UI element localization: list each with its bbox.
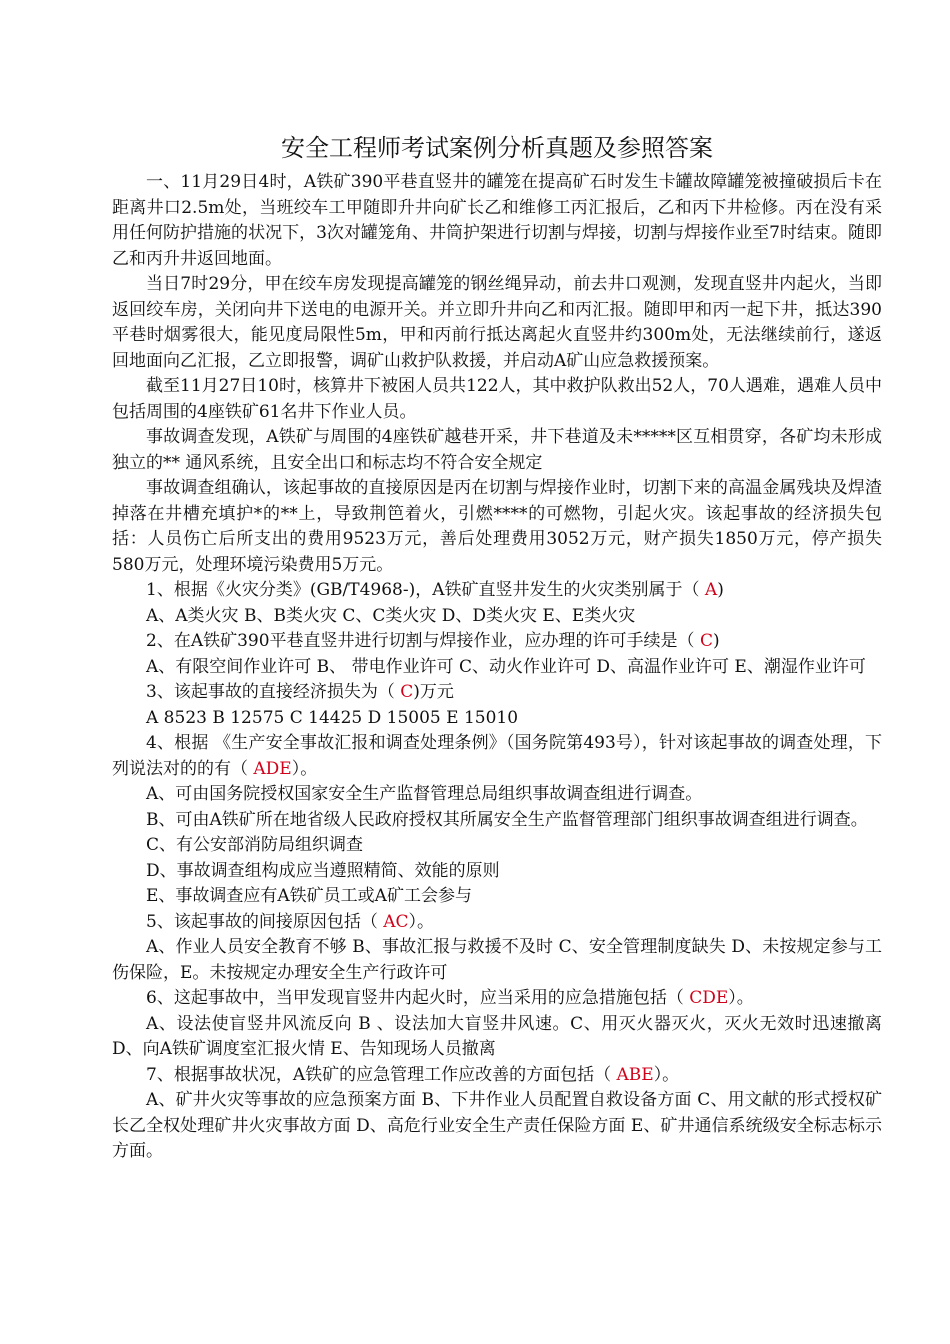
case-paragraph: 一、11月29日4时，A铁矿390平巷直竖井的罐笼在提高矿石时发生卡罐故障罐笼被撞破损后卡在距离井口2.5m处，当班绞车工甲随即升井向矿长乙和维修工丙汇报后，乙和丙下井检修。丙在没有采用任何防护措施的状况下，3次对罐笼角、井筒护架进行切割与焊接，切割与焊接作业至7时结束。随即乙和丙升井返回地面。 xyxy=(112,172,882,269)
question-text-end: ）。 xyxy=(653,1064,680,1085)
question-item xyxy=(112,578,882,629)
document-title: 安全工程师考试案例分析真题及参照答案 xyxy=(281,134,713,162)
document-page xyxy=(112,128,882,1165)
question-stem xyxy=(112,629,882,655)
answer-key: C xyxy=(394,682,414,702)
question-option: B、可由A铁矿所在地省级人民政府授权其所属安全生产监督管理部门组织事故调查组进行调查。 xyxy=(146,809,868,830)
answer-key: A xyxy=(699,580,718,600)
case-paragraph: 事故调查组确认，该起事故的直接原因是丙在切割与焊接作业时，切割下来的高温金属残块及焊渣掉落在井槽充填护*的**上，导致荆笆着火，引燃****的可燃物，引起火灾。该起事故的经济损失包括：人员伤亡后所支出的费用9523万元，善后处理费用3052万元，财产损失1850万元，停产损失580万元，处理环境污染费用5万元。 xyxy=(112,478,882,575)
question-text-end: ) xyxy=(717,580,724,600)
question-stem xyxy=(112,680,882,706)
question-text: 3、该起事故的直接经济损失为（ xyxy=(146,682,395,702)
question-item xyxy=(112,680,882,731)
question-options: A、A类火灾 B、B类火灾 C、C类火灾 D、D类火灾 E、E类火灾 xyxy=(146,605,636,626)
answer-key: CDE xyxy=(683,988,729,1008)
case-description xyxy=(112,170,882,578)
question-item xyxy=(112,629,882,680)
question-option: C、有公安部消防局组织调查 xyxy=(146,835,364,855)
question-text: 2、在A铁矿390平巷直竖井进行切割与焊接作业，应办理的许可手续是（ xyxy=(146,631,695,651)
question-text: 4、根据 《生产安全事故汇报和调查处理条例》（国务院第493号），针对该起事故的调查处理，下列说法对的的有（ xyxy=(112,733,882,779)
answer-key: C xyxy=(694,631,713,651)
question-options: A、设法使盲竖井风流反向 B 、设法加大盲竖井风速。C、用灭火器灭火，灭火无效时迅速撤离 D、向A铁矿调度室汇报火情 E、告知现场人员撤离 xyxy=(112,1013,882,1059)
question-item xyxy=(112,986,882,1063)
question-stem xyxy=(112,986,882,1012)
question-stem xyxy=(112,731,882,782)
question-options: A、有限空间作业许可 B、 带电作业许可 C、动火作业许可 D、高温作业许可 E、潮湿作业许可 xyxy=(146,656,866,677)
question-stem xyxy=(112,578,882,604)
question-list xyxy=(112,578,882,1165)
case-paragraph: 当日7时29分，甲在绞车房发现提高罐笼的钢丝绳异动，前去井口观测，发现直竖井内起火，当即返回绞车房，关闭向井下送电的电源开关。并立即升井向乙和丙汇报。随即甲和丙一起下井，抵达390平巷时烟雾很大，能见度局限性5m，甲和丙前行抵达离起火直竖井约300m处，无法继续前行，遂返回地面向乙汇报，乙立即报警，调矿山救护队救援，并启动A矿山应急救援预案。 xyxy=(112,274,882,371)
question-options: A、作业人员安全教育不够 B、事故汇报与救援不及时 C、安全管理制度缺失 D、未按规定参与工伤保险，E。未按规定办理安全生产行政许可 xyxy=(112,937,882,983)
question-options: A、矿井火灾等事故的应急预案方面 B、下井作业人员配置自救设备方面 C、用文献的形式授权矿长乙全权处理矿井火灾事故方面 D、高危行业安全生产责任保险方面 E、矿井通信系统级安全标志标示方面。 xyxy=(112,1090,882,1161)
question-options: A 8523 B 12575 C 14425 D 15005 E 15010 xyxy=(146,707,519,728)
answer-key: ABE xyxy=(611,1064,654,1085)
question-text-end: ）。 xyxy=(291,758,318,779)
question-text-end: ）。 xyxy=(728,988,754,1008)
question-option: D、事故调查组构成应当遵照精简、效能的原则 xyxy=(146,860,500,881)
question-text: 7、根据事故状况，A铁矿的应急管理工作应改善的方面包括（ xyxy=(146,1064,612,1085)
answer-key: AC xyxy=(377,911,409,932)
question-text: 5、该起事故的间接原因包括（ xyxy=(146,911,378,932)
question-item xyxy=(112,731,882,910)
question-stem xyxy=(112,910,882,936)
question-text-end: ）。 xyxy=(408,911,435,932)
question-text: 6、这起事故中，当甲发现盲竖井内起火时，应当采用的应急措施包括（ xyxy=(146,988,684,1008)
question-item xyxy=(112,1063,882,1165)
question-text-end: )万元 xyxy=(413,682,454,702)
case-paragraph: 截至11月27日10时，核算井下被困人员共122人，其中救护队救出52人，70人遇难，遇难人员中包括周围的4座铁矿61名井下作业人员。 xyxy=(112,376,882,422)
question-text-end: ) xyxy=(712,631,720,651)
question-option: E、事故调查应有A铁矿员工或A矿工会参与 xyxy=(146,886,472,906)
answer-key: ADE xyxy=(248,758,292,779)
question-stem xyxy=(112,1063,882,1089)
case-paragraph: 事故调查发现，A铁矿与周围的4座铁矿越巷开采，井下巷道及未*****区互相贯穿，各矿均未形成独立的** 通风系统，且安全出口和标志均不符合安全规定 xyxy=(112,427,882,473)
question-item xyxy=(112,910,882,987)
question-text: 1、根据《火灾分类》(GB/T4968-)，A铁矿直竖井发生的火灾类别属于（ xyxy=(146,580,700,600)
question-option: A、可由国务院授权国家安全生产监督管理总局组织事故调查组进行调查。 xyxy=(146,784,703,804)
